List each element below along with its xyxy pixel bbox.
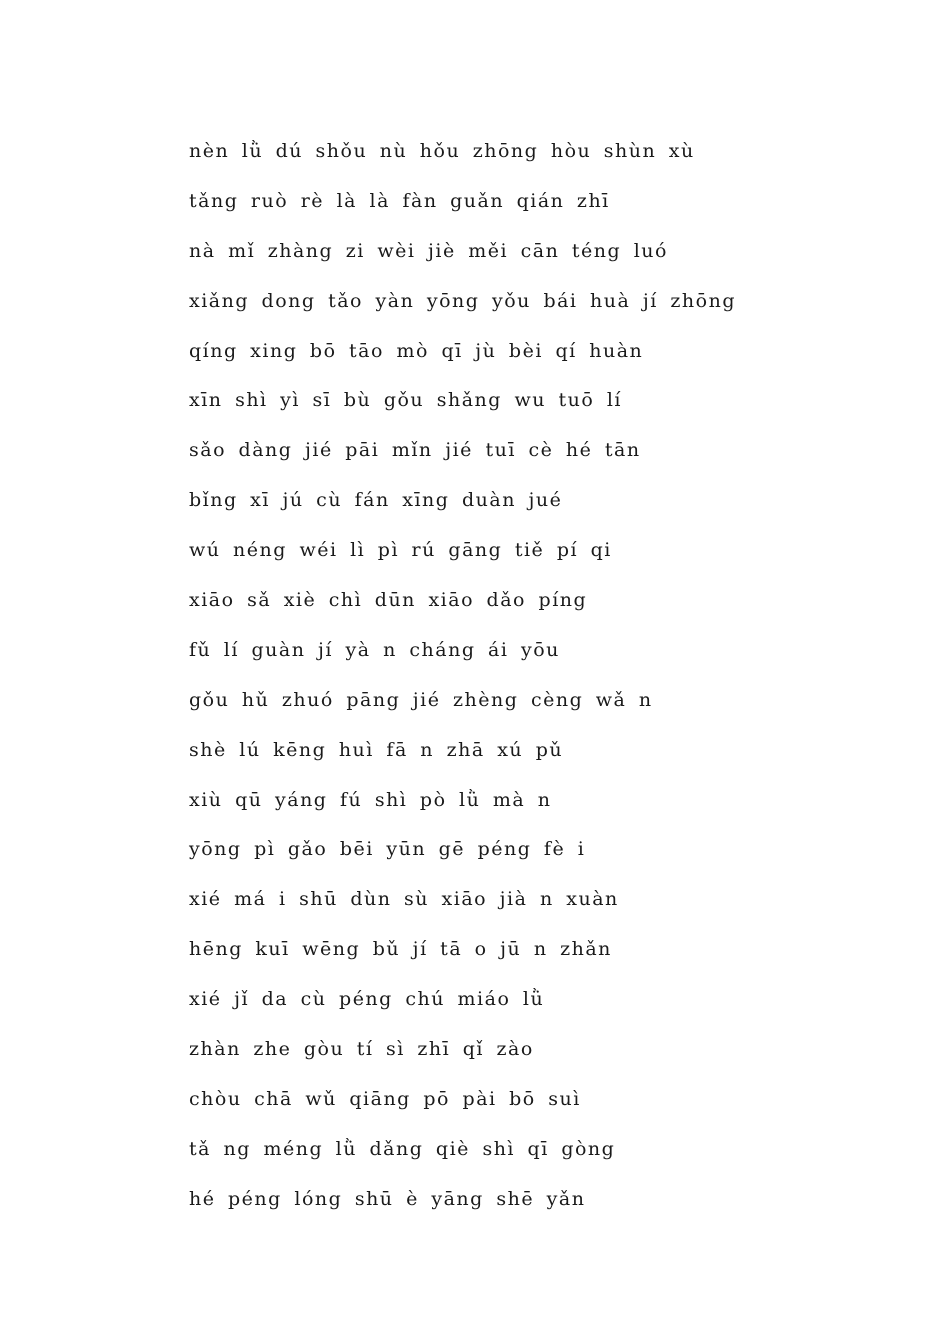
pinyin-line: xiù qū yáng fú shì pò lǜ mà n [189, 788, 552, 811]
pinyin-line: shè lú kēng huì fā n zhā xú pǔ [189, 738, 564, 761]
pinyin-line: xié má i shū dùn sù xiāo jià n xuàn [189, 888, 619, 911]
pinyin-line: qíng xing bō tāo mò qī jù bèi qí huàn [189, 339, 644, 362]
pinyin-line: xié jǐ da cù péng chú miáo lǜ [189, 988, 545, 1011]
pinyin-line: gǒu hǔ zhuó pāng jié zhèng cèng wǎ n [189, 688, 653, 711]
pinyin-line: sǎo dàng jié pāi mǐn jié tuī cè hé tān [189, 439, 641, 462]
pinyin-line: hé péng lóng shū è yāng shē yǎn [189, 1187, 586, 1210]
pinyin-line: tǎng ruò rè là là fàn guǎn qián zhī [189, 189, 610, 212]
pinyin-line: xiāo sǎ xiè chì dūn xiāo dǎo píng [189, 589, 588, 612]
pinyin-line: wú néng wéi lì pì rú gāng tiě pí qi [189, 539, 612, 562]
pinyin-line: xiǎng dong tǎo yàn yōng yǒu bái huà jí zhōng [189, 289, 736, 312]
pinyin-line: bǐng xī jú cù fán xīng duàn jué [189, 489, 563, 512]
pinyin-line: xīn shì yì sī bù gǒu shǎng wu tuō lí [189, 389, 623, 412]
pinyin-line: tǎ ng méng lǜ dǎng qiè shì qī gòng [189, 1137, 616, 1160]
pinyin-line: zhàn zhe gòu tí sì zhī qǐ zào [189, 1038, 534, 1061]
pinyin-line: hēng kuī wēng bǔ jí tā o jū n zhǎn [189, 938, 612, 961]
pinyin-line: fǔ lí guàn jí yà n cháng ái yōu [189, 638, 560, 661]
pinyin-line: yōng pì gǎo bēi yūn gē péng fè i [189, 838, 586, 861]
pinyin-line: chòu chā wǔ qiāng pō pài bō suì [189, 1087, 581, 1110]
pinyin-line: nà mǐ zhàng zi wèi jiè měi cān téng luó [189, 239, 668, 262]
pinyin-text-block [189, 136, 869, 1234]
pinyin-line: nèn lǜ dú shǒu nù hǒu zhōng hòu shùn xù [189, 140, 695, 162]
